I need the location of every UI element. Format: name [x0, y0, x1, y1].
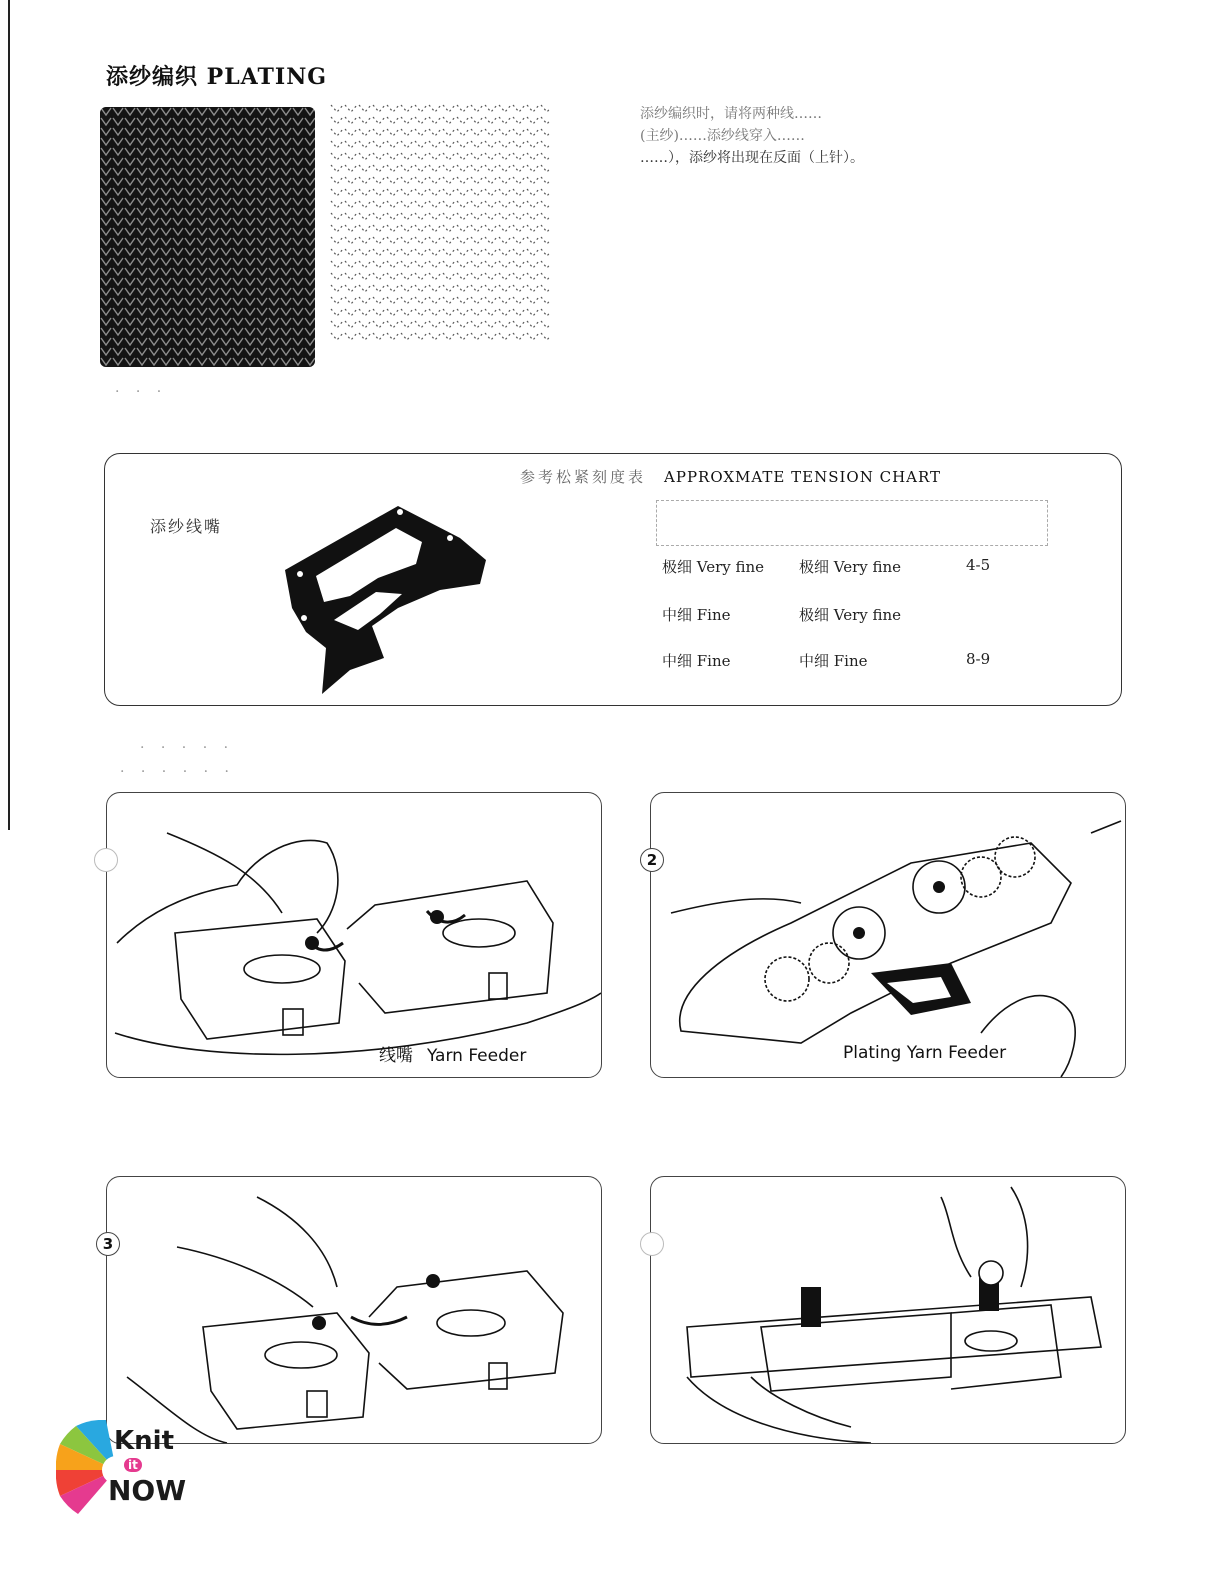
tension-chart-title	[520, 466, 941, 487]
step-number-3: 3	[96, 1232, 120, 1256]
feeder-screw-tightening-illustration	[651, 1177, 1126, 1444]
logo-word-it: it	[124, 1458, 142, 1472]
main-yarn-cell: 中细 Fine	[662, 652, 731, 670]
tension-value-cell: 4-5	[966, 556, 991, 574]
plating-feeder-label: 添纱线嘴	[150, 517, 223, 536]
knit-it-now-logo	[56, 1420, 196, 1520]
plating-feeder-attach-illustration	[651, 793, 1126, 1078]
plating-yarn-feeder-label: Plating Yarn Feeder	[843, 1043, 1007, 1063]
tension-chart-title-zh: 参考松紧刻度表	[520, 468, 647, 486]
logo-word-knit: Knit	[114, 1426, 174, 1456]
main-yarn-cell: 中细 Fine	[662, 606, 731, 624]
tension-chart-title-en: APPROXMATE TENSION CHART	[664, 468, 942, 486]
step-number-2: 2	[640, 848, 664, 872]
plating-yarn-feeder-illustration	[280, 498, 495, 696]
tension-value-cell: 8-9	[966, 650, 991, 668]
step-panel-1	[106, 792, 602, 1078]
yarn-feeder-label-zh: 线嘴	[379, 1046, 413, 1066]
faint-instruction-line: · · · · ·	[140, 740, 235, 756]
plating-swatch-light-photo	[330, 103, 550, 343]
step-number-4	[640, 1232, 664, 1256]
intro-line: (主纱)……添纱线穿入……	[640, 128, 805, 144]
page-title: 添纱编织 PLATING	[106, 64, 328, 90]
intro-line: 添纱编织时，请将两种线……	[640, 106, 822, 122]
plating-yarn-cell: 极细 Very fine	[799, 606, 902, 624]
intro-text	[640, 103, 1040, 169]
tension-chart-box	[104, 453, 1122, 706]
plating-swatch-dark-photo	[100, 107, 315, 367]
logo-word-now: NOW	[108, 1474, 187, 1507]
yarn-feeder-removal-illustration	[107, 793, 602, 1078]
tension-chart-header	[656, 500, 1048, 546]
main-yarn-cell: 极细 Very fine	[662, 558, 765, 576]
yarn-feeder-label	[379, 1041, 526, 1066]
step-number-1	[94, 848, 118, 872]
yarn-feeder-label-en: Yarn Feeder	[427, 1046, 527, 1066]
plating-yarn-cell: 极细 Very fine	[799, 558, 902, 576]
faint-instruction-line: · · · · · ·	[120, 764, 235, 780]
step-panel-2	[650, 792, 1126, 1078]
step-panel-3	[106, 1176, 602, 1444]
plating-yarn-cell: 中细 Fine	[799, 652, 868, 670]
step-panel-4	[650, 1176, 1126, 1444]
scan-edge-line	[8, 0, 10, 830]
intro-line: ……），添纱将出现在反面（上针）。	[640, 150, 864, 166]
plating-feeder-mount-illustration	[107, 1177, 602, 1444]
swatch-caption: · · ·	[115, 384, 168, 400]
